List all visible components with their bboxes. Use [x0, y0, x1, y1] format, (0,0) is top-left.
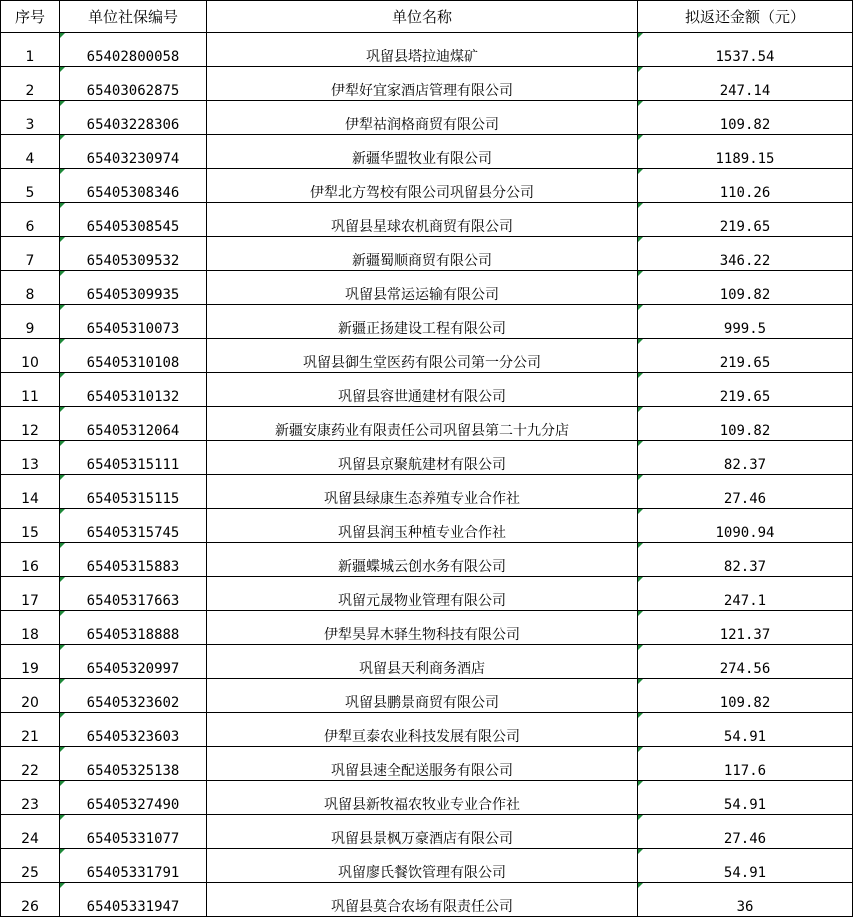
cell-index[interactable]: 26	[1, 883, 60, 917]
cell-index[interactable]: 15	[1, 509, 60, 543]
table-row	[1, 33, 853, 67]
table-row	[1, 543, 853, 577]
cell-name[interactable]: 巩留县鹏景商贸有限公司	[207, 679, 638, 713]
cell-code[interactable]: 65403230974	[60, 135, 207, 169]
cell-code[interactable]: 65405325138	[60, 747, 207, 781]
table-row	[1, 169, 853, 203]
cell-code[interactable]: 65405317663	[60, 577, 207, 611]
cell-name[interactable]: 伊犁昊昇木驿生物科技有限公司	[207, 611, 638, 645]
cell-code[interactable]: 65405308346	[60, 169, 207, 203]
cell-index[interactable]: 11	[1, 373, 60, 407]
cell-code[interactable]: 65405323603	[60, 713, 207, 747]
cell-code[interactable]: 65405308545	[60, 203, 207, 237]
cell-name[interactable]: 巩留县速全配送服务有限公司	[207, 747, 638, 781]
cell-name[interactable]: 新疆蜀顺商贸有限公司	[207, 237, 638, 271]
cell-name[interactable]: 巩留县御生堂医药有限公司第一分公司	[207, 339, 638, 373]
cell-name[interactable]: 巩留县塔拉迪煤矿	[207, 33, 638, 67]
cell-index[interactable]: 4	[1, 135, 60, 169]
cell-code[interactable]: 65403062875	[60, 67, 207, 101]
cell-index[interactable]: 1	[1, 33, 60, 67]
cell-amount[interactable]: 219.65	[638, 373, 853, 407]
cell-amount[interactable]: 247.1	[638, 577, 853, 611]
cell-amount[interactable]: 274.56	[638, 645, 853, 679]
cell-index[interactable]: 19	[1, 645, 60, 679]
cell-amount[interactable]: 36	[638, 883, 853, 917]
cell-index[interactable]: 9	[1, 305, 60, 339]
cell-code[interactable]: 65405315883	[60, 543, 207, 577]
cell-amount[interactable]: 121.37	[638, 611, 853, 645]
cell-amount[interactable]: 82.37	[638, 543, 853, 577]
cell-amount[interactable]: 27.46	[638, 815, 853, 849]
cell-name[interactable]: 巩留县星球农机商贸有限公司	[207, 203, 638, 237]
cell-code[interactable]: 65405331077	[60, 815, 207, 849]
table-row	[1, 407, 853, 441]
table-row	[1, 135, 853, 169]
cell-code[interactable]: 65405310132	[60, 373, 207, 407]
table-row	[1, 815, 853, 849]
cell-name[interactable]: 巩留县景枫万豪酒店有限公司	[207, 815, 638, 849]
cell-index[interactable]: 12	[1, 407, 60, 441]
cell-code[interactable]: 65405331947	[60, 883, 207, 917]
cell-amount[interactable]: 54.91	[638, 713, 853, 747]
table-row	[1, 883, 853, 917]
cell-code[interactable]: 65405315111	[60, 441, 207, 475]
cell-amount[interactable]: 219.65	[638, 203, 853, 237]
cell-amount[interactable]: 54.91	[638, 849, 853, 883]
cell-amount[interactable]: 109.82	[638, 679, 853, 713]
cell-name[interactable]: 巩留县常运运输有限公司	[207, 271, 638, 305]
cell-name[interactable]: 伊犁亘泰农业科技发展有限公司	[207, 713, 638, 747]
cell-code[interactable]: 65405312064	[60, 407, 207, 441]
cell-index[interactable]: 17	[1, 577, 60, 611]
table-row	[1, 645, 853, 679]
table-row	[1, 849, 853, 883]
cell-index[interactable]: 22	[1, 747, 60, 781]
header-index[interactable]: 序号	[1, 1, 60, 33]
cell-code[interactable]: 65405327490	[60, 781, 207, 815]
cell-index[interactable]: 7	[1, 237, 60, 271]
cell-name[interactable]: 伊犁北方驾校有限公司巩留县分公司	[207, 169, 638, 203]
cell-name[interactable]: 伊犁祜润格商贸有限公司	[207, 101, 638, 135]
header-code[interactable]: 单位社保编号	[60, 1, 207, 33]
table-row	[1, 713, 853, 747]
cell-amount[interactable]: 346.22	[638, 237, 853, 271]
cell-index[interactable]: 20	[1, 679, 60, 713]
cell-amount[interactable]: 1090.94	[638, 509, 853, 543]
cell-index[interactable]: 5	[1, 169, 60, 203]
cell-code[interactable]: 65405310108	[60, 339, 207, 373]
cell-code[interactable]: 65405320997	[60, 645, 207, 679]
table-row	[1, 101, 853, 135]
cell-index[interactable]: 16	[1, 543, 60, 577]
cell-index[interactable]: 6	[1, 203, 60, 237]
table-row	[1, 611, 853, 645]
cell-name[interactable]: 新疆安康药业有限责任公司巩留县第二十九分店	[207, 407, 638, 441]
cell-amount[interactable]: 109.82	[638, 101, 853, 135]
table-row	[1, 577, 853, 611]
cell-amount[interactable]: 1189.15	[638, 135, 853, 169]
header-row	[1, 1, 853, 33]
cell-code[interactable]: 65405310073	[60, 305, 207, 339]
header-amount[interactable]: 拟返还金额（元）	[638, 1, 853, 33]
cell-amount[interactable]: 1537.54	[638, 33, 853, 67]
cell-name[interactable]: 巩留县容世通建材有限公司	[207, 373, 638, 407]
table-row	[1, 305, 853, 339]
cell-index[interactable]: 13	[1, 441, 60, 475]
cell-index[interactable]: 24	[1, 815, 60, 849]
cell-code[interactable]: 65405309935	[60, 271, 207, 305]
cell-index[interactable]: 14	[1, 475, 60, 509]
cell-name[interactable]: 巩留县绿康生态养殖专业合作社	[207, 475, 638, 509]
cell-name[interactable]: 巩留廖氏餐饮管理有限公司	[207, 849, 638, 883]
cell-amount[interactable]: 117.6	[638, 747, 853, 781]
table-row	[1, 373, 853, 407]
table-row	[1, 237, 853, 271]
header-name[interactable]: 单位名称	[207, 1, 638, 33]
cell-index[interactable]: 18	[1, 611, 60, 645]
cell-name[interactable]: 巩留县京聚航建材有限公司	[207, 441, 638, 475]
table-row	[1, 747, 853, 781]
cell-code[interactable]: 65405315745	[60, 509, 207, 543]
cell-name[interactable]: 巩留县天利商务酒店	[207, 645, 638, 679]
cell-code[interactable]: 65405318888	[60, 611, 207, 645]
cell-amount[interactable]: 247.14	[638, 67, 853, 101]
cell-index[interactable]: 3	[1, 101, 60, 135]
cell-amount[interactable]: 109.82	[638, 271, 853, 305]
cell-name[interactable]: 巩留县新牧福农牧业专业合作社	[207, 781, 638, 815]
table-row	[1, 679, 853, 713]
cell-amount[interactable]: 999.5	[638, 305, 853, 339]
table-row	[1, 203, 853, 237]
cell-amount[interactable]: 27.46	[638, 475, 853, 509]
table-row	[1, 271, 853, 305]
cell-name[interactable]: 伊犁好宜家酒店管理有限公司	[207, 67, 638, 101]
cell-code[interactable]: 65405309532	[60, 237, 207, 271]
cell-index[interactable]: 8	[1, 271, 60, 305]
cell-index[interactable]: 23	[1, 781, 60, 815]
cell-name[interactable]: 巩留元晟物业管理有限公司	[207, 577, 638, 611]
cell-code[interactable]: 65405315115	[60, 475, 207, 509]
cell-amount[interactable]: 54.91	[638, 781, 853, 815]
cell-index[interactable]: 21	[1, 713, 60, 747]
cell-amount[interactable]: 82.37	[638, 441, 853, 475]
cell-index[interactable]: 2	[1, 67, 60, 101]
cell-amount[interactable]: 110.26	[638, 169, 853, 203]
table-row	[1, 781, 853, 815]
cell-index[interactable]: 10	[1, 339, 60, 373]
cell-name[interactable]: 巩留县莫合农场有限责任公司	[207, 883, 638, 917]
table-row	[1, 339, 853, 373]
cell-code[interactable]: 65405323602	[60, 679, 207, 713]
cell-name[interactable]: 新疆蝶城云创水务有限公司	[207, 543, 638, 577]
table-row	[1, 67, 853, 101]
table-row	[1, 509, 853, 543]
cell-code[interactable]: 65402800058	[60, 33, 207, 67]
cell-code[interactable]: 65403228306	[60, 101, 207, 135]
table-row	[1, 475, 853, 509]
cell-name[interactable]: 新疆华盟牧业有限公司	[207, 135, 638, 169]
cell-code[interactable]: 65405331791	[60, 849, 207, 883]
cell-name[interactable]: 新疆正扬建设工程有限公司	[207, 305, 638, 339]
table-body	[1, 33, 853, 917]
cell-amount[interactable]: 109.82	[638, 407, 853, 441]
cell-amount[interactable]: 219.65	[638, 339, 853, 373]
cell-name[interactable]: 巩留县润玉种植专业合作社	[207, 509, 638, 543]
table-row	[1, 441, 853, 475]
cell-index[interactable]: 25	[1, 849, 60, 883]
